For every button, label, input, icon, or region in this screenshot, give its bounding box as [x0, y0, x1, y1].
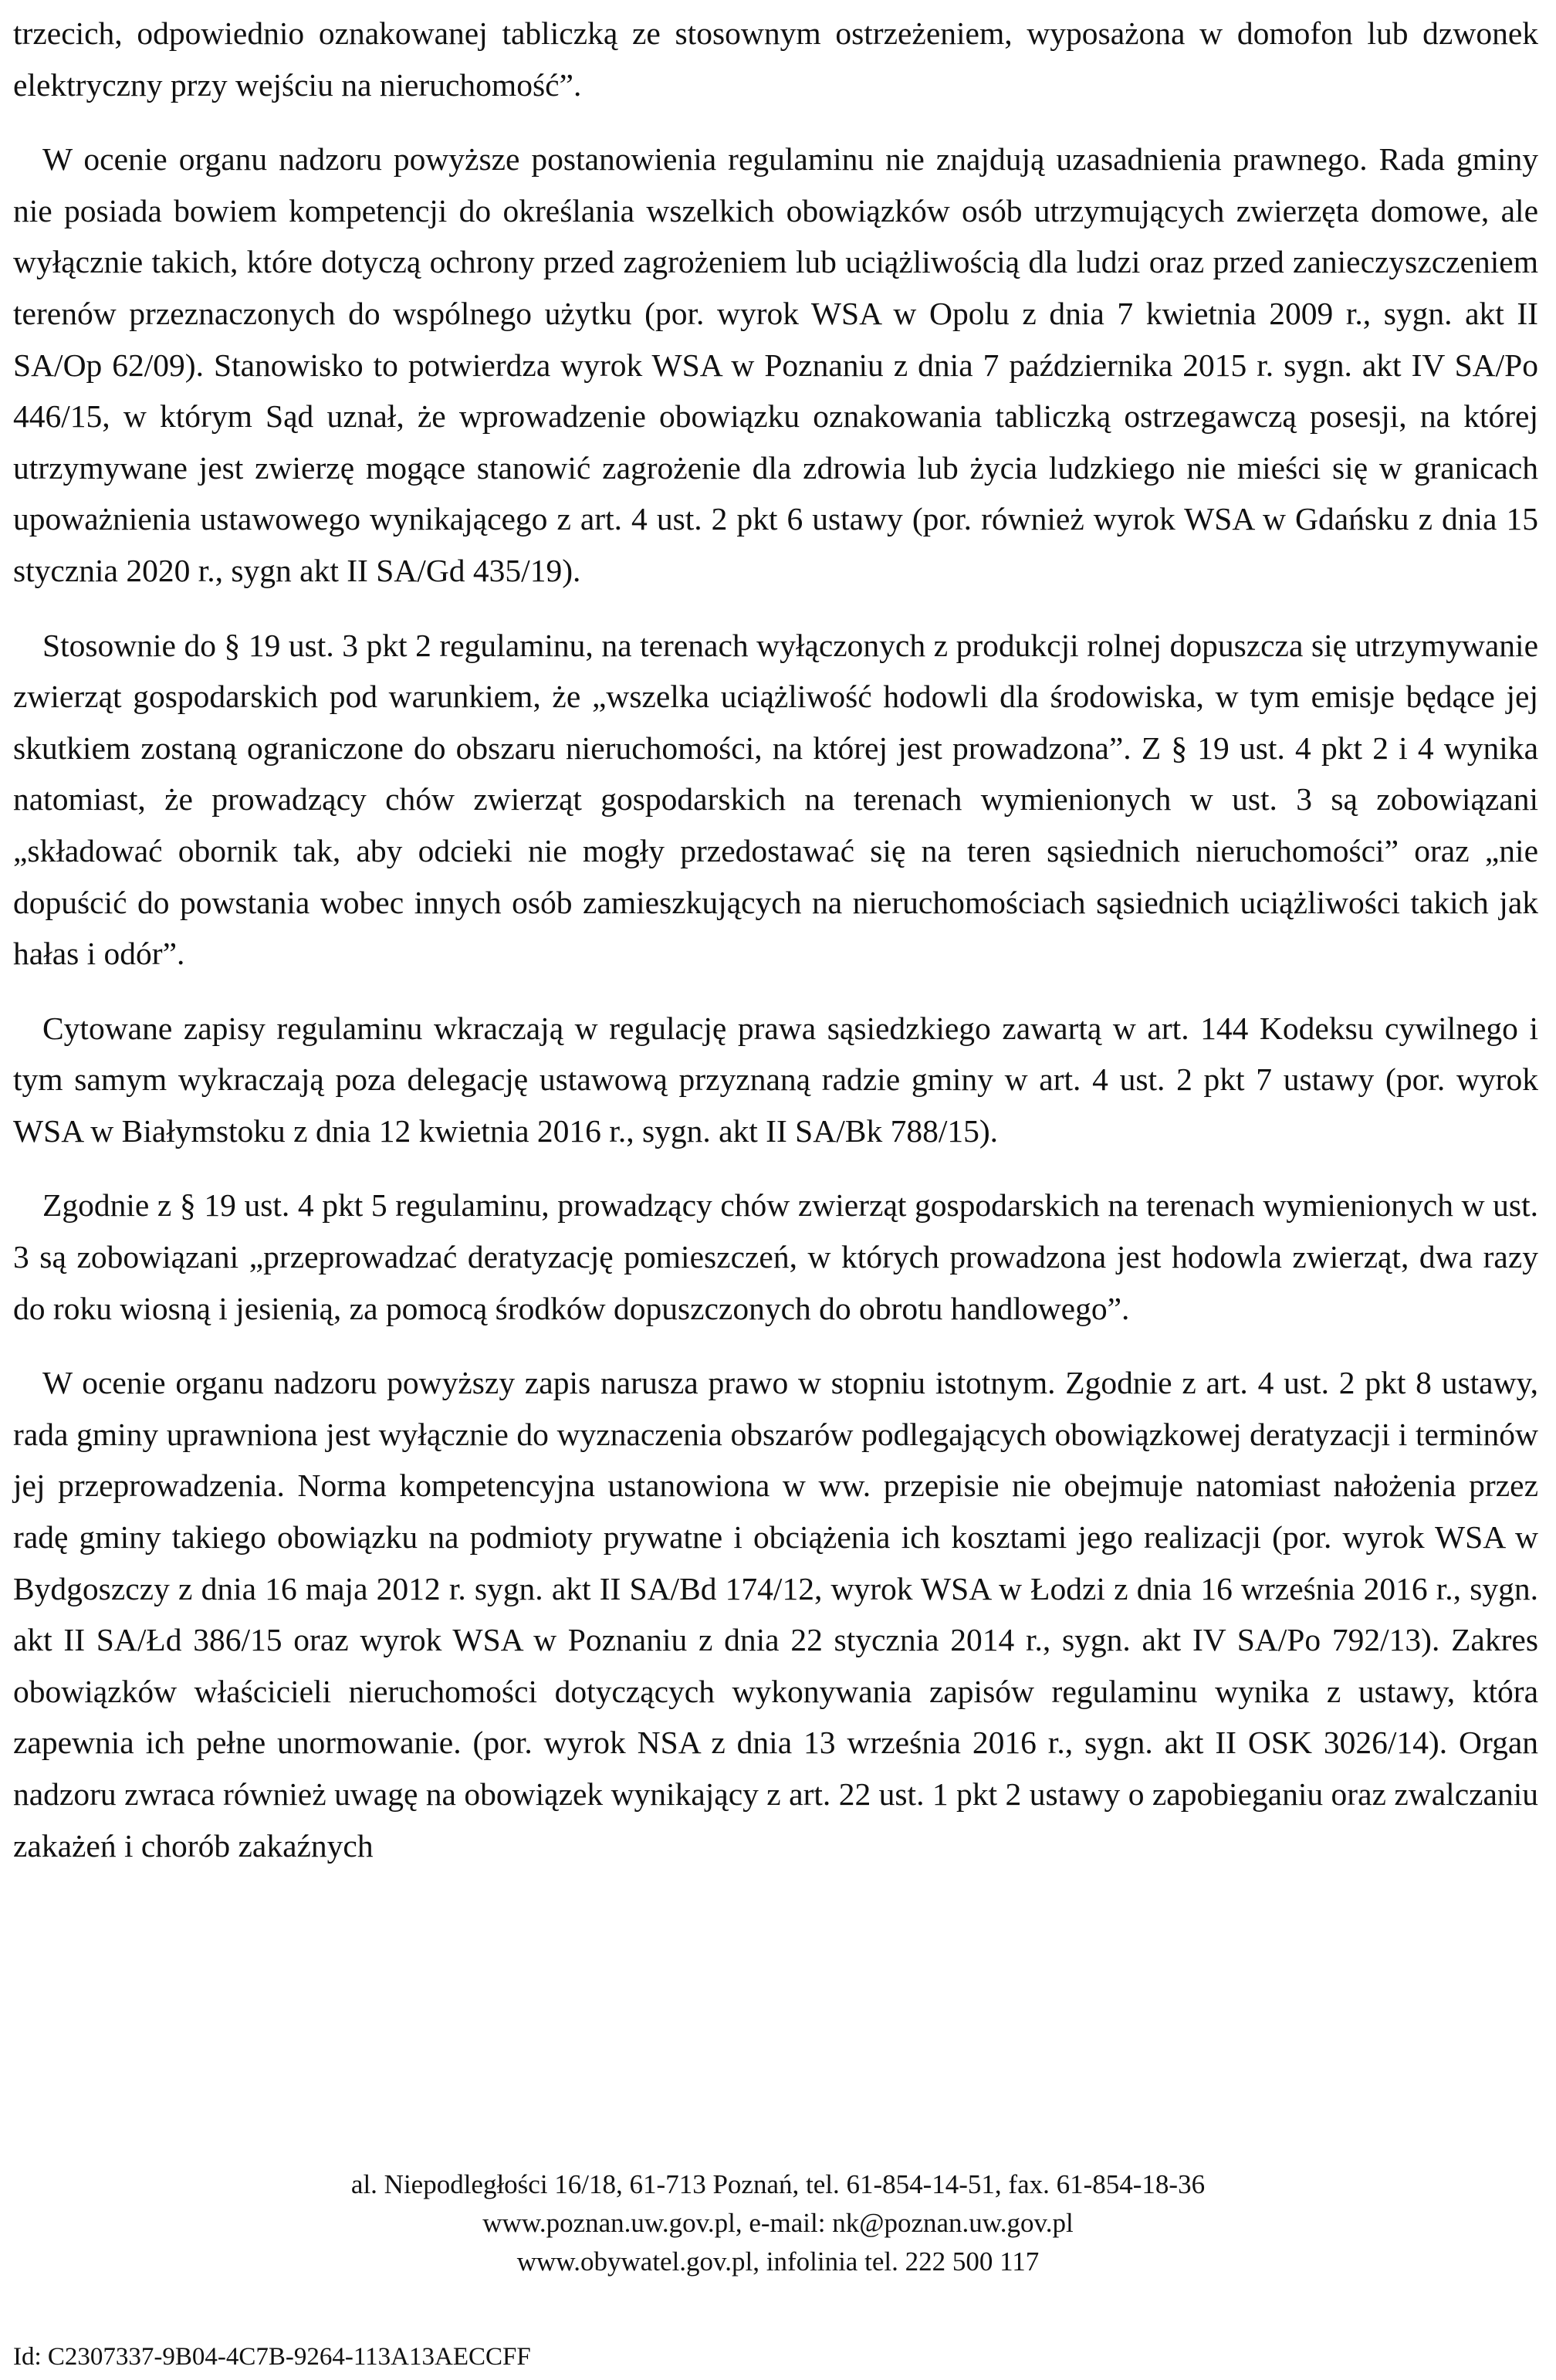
- letterhead-footer: [0, 2165, 1556, 2281]
- footer-website-email: www.poznan.uw.gov.pl, e-mail: nk@poznan.uw.gov.pl: [482, 2208, 1074, 2238]
- paragraph-neighbour-law: Cytowane zapisy regulaminu wkraczają w regulację prawa sąsiedzkiego zawartą w art. 144 Kodeksu cywilnego i tym samym wykraczają poza delegację ustawową przyznaną radzie gminy w art. 4 ust. 2 pkt 7 ustawy (por. wyrok WSA w Białymstoku z dnia 12 kwietnia 2016 r., sygn. akt II SA/Bk 788/15).: [13, 1010, 1538, 1149]
- paragraph-deratization-rule: Zgodnie z § 19 ust. 4 pkt 5 regulaminu, prowadzący chów zwierząt gospodarskich na terenach wymienionych w ust. 3 są zobowiązani „przeprowadzać deratyzację pomieszczeń, w których prowadzona jest hodowla zwierząt, dwa razy do roku wiosną i jesienią, za pomocą środków dopuszczonych do obrotu handlowego”.: [13, 1187, 1538, 1326]
- document-id: Id: C2307337-9B04-4C7B-9264-113A13AECCFF: [13, 2343, 531, 2371]
- footer-address: al. Niepodległości 16/18, 61-713 Poznań, tel. 61-854-14-51, fax. 61-854-18-36: [350, 2169, 1206, 2199]
- paragraph-livestock-rules: Stosownie do § 19 ust. 3 pkt 2 regulaminu, na terenach wyłączonych z produkcji rolnej dopuszcza się utrzymywanie zwierząt gospodarskich pod warunkiem, że „wszelka uciążliwość hodowli dla środowiska, w tym emisje będące jej skutkiem zostaną ograniczone do obszaru nieruchomości, na której jest prowadzona”. Z § 19 ust. 4 pkt 2 i 4 wynika natomiast, że prowadzący chów zwierząt gospodarskich na terenach wymienionych w ust. 3 są zobowiązani „składować obornik tak, aby odcieki nie mogły przedostawać się na teren sąsiednich nieruchomości” oraz „nie dopuścić do powstania wobec innych osób zamieszkujących na nieruchomościach sąsiednich uciążliwości takich jak hałas i odór”.: [13, 627, 1538, 972]
- paragraph-legal-violation: W ocenie organu nadzoru powyższy zapis narusza prawo w stopniu istotnym. Zgodnie z art. 4 ust. 2 pkt 8 ustawy, rada gminy uprawniona jest wyłącznie do wyznaczenia obszarów podlegających obowiązkowej deratyzacji i terminów jej przeprowadzenia. Norma kompetencyjna ustanowiona w ww. przepisie nie obejmuje natomiast nałożenia przez radę gminy takiego obowiązku na podmioty prywatne i obciążenia ich kosztami jego realizacji (por. wyrok WSA w Bydgoszczy z dnia 16 maja 2012 r. sygn. akt II SA/Bd 174/12, wyrok WSA w Łodzi z dnia 16 września 2016 r., sygn. akt II SA/Łd 386/15 oraz wyrok WSA w Poznaniu z dnia 22 stycznia 2014 r., sygn. akt IV SA/Po 792/13). Zakres obowiązków właścicieli nieruchomości dotyczących wykonywania zapisów regulaminu wynika z ustawy, która zapewnia ich pełne unormowanie. (por. wyrok NSA z dnia 13 września 2016 r., sygn. akt II OSK 3026/14). Organ nadzoru zwraca również uwagę na obowiązek wynikający z art. 22 ust. 1 pkt 2 ustawy o zapobieganiu oraz zwalczaniu zakażeń i chorób zakaźnych: [13, 1365, 1538, 1864]
- paragraph-supervisory-assessment: W ocenie organu nadzoru powyższe postanowienia regulaminu nie znajdują uzasadnienia prawnego. Rada gminy nie posiada bowiem kompetencji do określania wszelkich obowiązków osób utrzymujących zwierzęta domowe, ale wyłącznie takich, które dotyczą ochrony przed zagrożeniem lub uciążliwością dla ludzi oraz przed zanieczyszczeniem terenów przeznaczonych do wspólnego użytku (por. wyrok WSA w Opolu z dnia 7 kwietnia 2009 r., sygn. akt II SA/Op 62/09). Stanowisko to potwierdza wyrok WSA w Poznaniu z dnia 7 października 2015 r. sygn. akt IV SA/Po 446/15, w którym Sąd uznał, że wprowadzenie obowiązku oznakowania tabliczką ostrzegawczą posesji, na której utrzymywane jest zwierzę mogące stanowić zagrożenie dla zdrowia lub życia ludzkiego nie mieści się w granicach upoważnienia ustawowego wynikającego z art. 4 ust. 2 pkt 6 ustawy (por. również wyrok WSA w Gdańsku z dnia 15 stycznia 2020 r., sygn akt II SA/Gd 435/19).: [13, 141, 1538, 588]
- footer-obywatel-hotline: www.obywatel.gov.pl, infolinia tel. 222 500 117: [516, 2246, 1040, 2277]
- document-body: [13, 8, 1538, 1871]
- paragraph-continuation: trzecich, odpowiednio oznakowanej tabliczką ze stosownym ostrzeżeniem, wyposażona w domofon lub dzwonek elektryczny przy wejściu na nieruchomość”.: [13, 15, 1538, 103]
